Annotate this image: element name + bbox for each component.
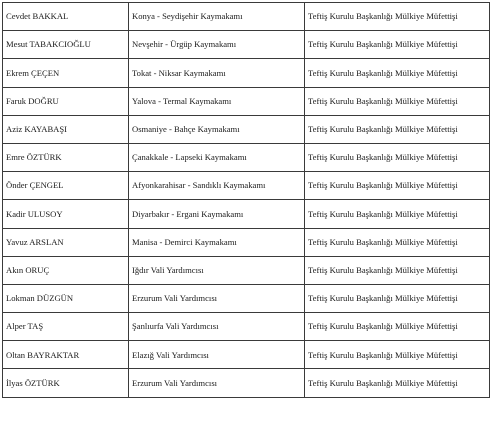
appointment-table-body (3, 3, 490, 398)
current-post-cell: Yalova - Termal Kaymakamı (129, 87, 305, 115)
person-name-cell: Oltan BAYRAKTAR (3, 341, 129, 369)
current-post-cell: Iğdır Vali Yardımcısı (129, 256, 305, 284)
table-row (3, 3, 490, 31)
new-post-cell: Teftiş Kurulu Başkanlığı Mülkiye Müfettişi (305, 313, 490, 341)
appointment-table (2, 2, 490, 398)
person-name-cell: Önder ÇENGEL (3, 172, 129, 200)
table-row (3, 115, 490, 143)
current-post-cell: Erzurum Vali Yardımcısı (129, 284, 305, 312)
new-post-cell: Teftiş Kurulu Başkanlığı Mülkiye Müfettişi (305, 172, 490, 200)
new-post-cell: Teftiş Kurulu Başkanlığı Mülkiye Müfettişi (305, 31, 490, 59)
table-row (3, 87, 490, 115)
person-name-cell: Aziz KAYABAŞI (3, 115, 129, 143)
new-post-cell: Teftiş Kurulu Başkanlığı Mülkiye Müfettişi (305, 115, 490, 143)
new-post-cell: Teftiş Kurulu Başkanlığı Mülkiye Müfettişi (305, 3, 490, 31)
new-post-cell: Teftiş Kurulu Başkanlığı Mülkiye Müfettişi (305, 256, 490, 284)
table-row (3, 284, 490, 312)
new-post-cell: Teftiş Kurulu Başkanlığı Mülkiye Müfettişi (305, 341, 490, 369)
table-row (3, 143, 490, 171)
current-post-cell: Nevşehir - Ürgüp Kaymakamı (129, 31, 305, 59)
table-row (3, 31, 490, 59)
new-post-cell: Teftiş Kurulu Başkanlığı Mülkiye Müfettişi (305, 143, 490, 171)
person-name-cell: Akın ORUÇ (3, 256, 129, 284)
table-row (3, 256, 490, 284)
current-post-cell: Şanlıurfa Vali Yardımcısı (129, 313, 305, 341)
person-name-cell: Yavuz ARSLAN (3, 228, 129, 256)
current-post-cell: Erzurum Vali Yardımcısı (129, 369, 305, 397)
current-post-cell: Elazığ Vali Yardımcısı (129, 341, 305, 369)
table-row (3, 341, 490, 369)
table-row (3, 200, 490, 228)
person-name-cell: Mesut TABAKCIOĞLU (3, 31, 129, 59)
table-row (3, 228, 490, 256)
new-post-cell: Teftiş Kurulu Başkanlığı Mülkiye Müfettişi (305, 284, 490, 312)
new-post-cell: Teftiş Kurulu Başkanlığı Mülkiye Müfettişi (305, 228, 490, 256)
current-post-cell: Tokat - Niksar Kaymakamı (129, 59, 305, 87)
current-post-cell: Konya - Seydişehir Kaymakamı (129, 3, 305, 31)
new-post-cell: Teftiş Kurulu Başkanlığı Mülkiye Müfettişi (305, 200, 490, 228)
new-post-cell: Teftiş Kurulu Başkanlığı Mülkiye Müfettişi (305, 87, 490, 115)
person-name-cell: Kadir ULUSOY (3, 200, 129, 228)
table-row (3, 172, 490, 200)
current-post-cell: Çanakkale - Lapseki Kaymakamı (129, 143, 305, 171)
new-post-cell: Teftiş Kurulu Başkanlığı Mülkiye Müfettişi (305, 369, 490, 397)
person-name-cell: Ekrem ÇEÇEN (3, 59, 129, 87)
current-post-cell: Osmaniye - Bahçe Kaymakamı (129, 115, 305, 143)
person-name-cell: Alper TAŞ (3, 313, 129, 341)
table-row (3, 313, 490, 341)
person-name-cell: Faruk DOĞRU (3, 87, 129, 115)
person-name-cell: Emre ÖZTÜRK (3, 143, 129, 171)
person-name-cell: Cevdet BAKKAL (3, 3, 129, 31)
current-post-cell: Afyonkarahisar - Sandıklı Kaymakamı (129, 172, 305, 200)
current-post-cell: Diyarbakır - Ergani Kaymakamı (129, 200, 305, 228)
current-post-cell: Manisa - Demirci Kaymakamı (129, 228, 305, 256)
person-name-cell: İlyas ÖZTÜRK (3, 369, 129, 397)
table-row (3, 369, 490, 397)
person-name-cell: Lokman DÜZGÜN (3, 284, 129, 312)
table-row (3, 59, 490, 87)
new-post-cell: Teftiş Kurulu Başkanlığı Mülkiye Müfettişi (305, 59, 490, 87)
